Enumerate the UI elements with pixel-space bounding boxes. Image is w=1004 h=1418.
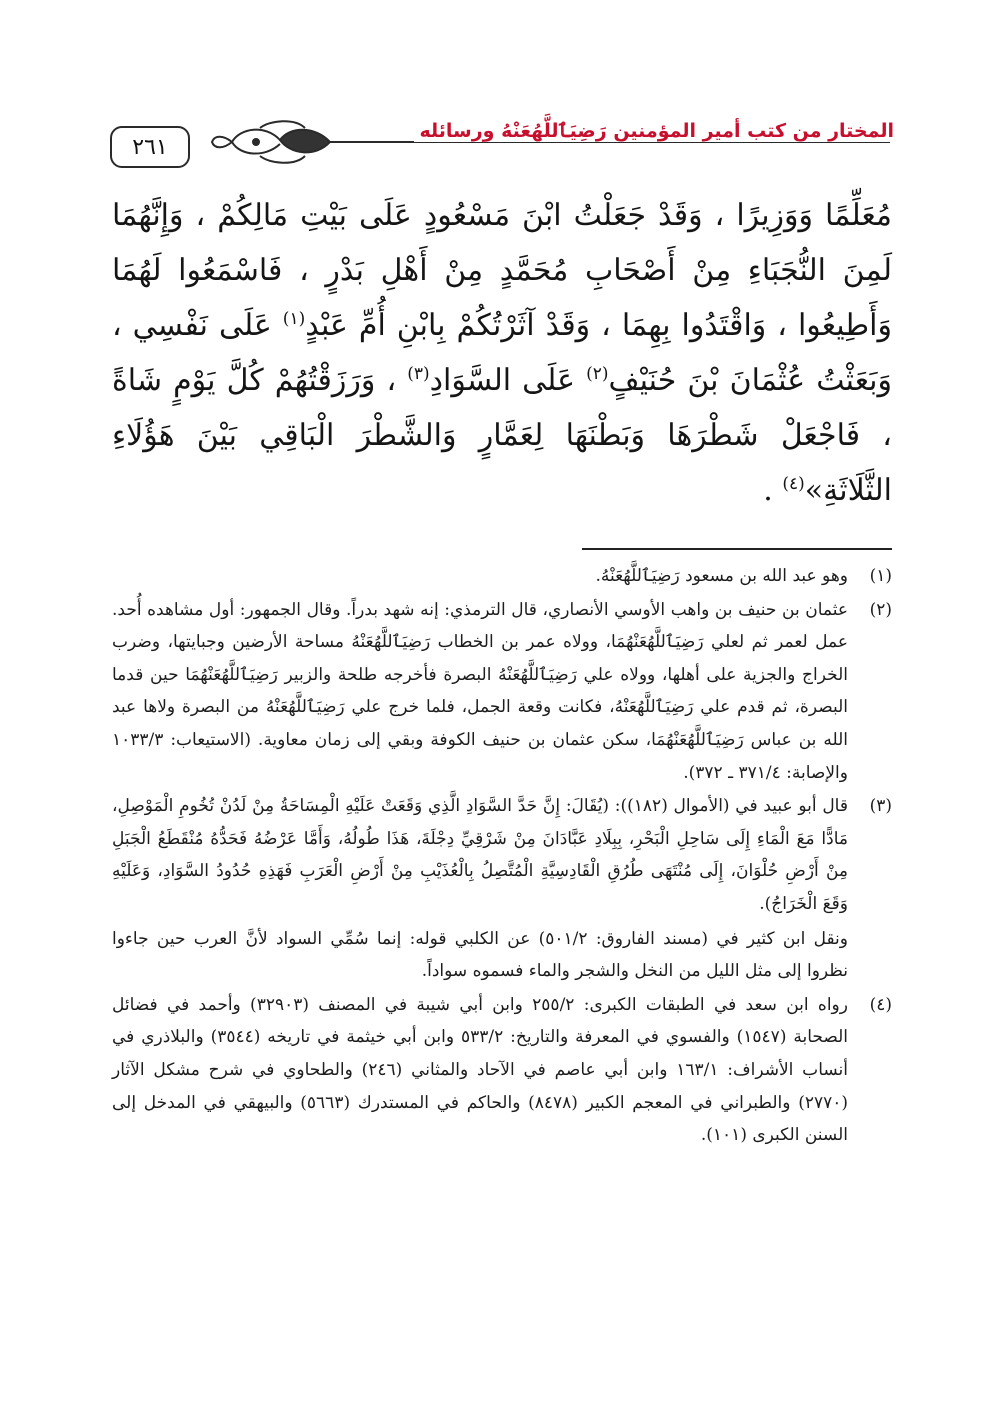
running-title: المختار من كتب أمير المؤمنين رَضِيَٱللَّهُعَنْهُ ورسائله — [414, 120, 901, 142]
footnote-divider — [582, 548, 892, 550]
footnote-3 — [112, 790, 892, 988]
page-number: ٢٦١ — [110, 126, 190, 168]
footnote-number: (١) — [869, 566, 892, 586]
main-text-part3: عَلَى السَّوَادِ — [429, 363, 587, 398]
footnote-ref-2: (٢) — [586, 364, 609, 384]
footnote-1 — [112, 560, 892, 593]
main-text-part5: . — [763, 473, 783, 508]
main-text — [112, 188, 892, 518]
footnote-ref-3: (٣) — [407, 364, 430, 384]
footnote-number: (٤) — [869, 994, 892, 1015]
footnote-4 — [112, 989, 892, 1152]
footnote-number: (٣) — [869, 796, 892, 817]
footnote-2 — [112, 594, 892, 790]
main-text-part4: ، وَرَزَقْتُهُمْ كُلَّ يَوْمٍ شَاةً ، فَاجْعَلْ شَطْرَهَا وَبَطْنَهَا لِعَمَّارٍ وَالشَّطْرَ الْبَاقِي بَيْنَ هَؤُلَاءِ الثَّلَاثَةِ» — [112, 363, 892, 508]
footnote-text: قال أبو عبيد في (الأموال (١٨٢)): (يُقَالَ: إِنَّ حَدَّ السَّوَادِ الَّذِي وَقَعَتْ عَلَيْهِ الْمِسَاحَةُ مِنْ لَدُنْ تُخُومِ الْمَوْصِلِ، مَادًّا مَعَ الْمَاءِ إِلَى سَاحِلِ الْبَحْرِ، بِبِلَادِ عَبَّادَانَ مِنْ شَرْقِيِّ دِجْلَةَ، هَذَا طُولُهُ، وَأَمَّا عَرْضُهُ فَحَدُّهُ مُنْقَطَعُ الْجَبَلِ مِنْ أَرْضِ حُلْوَانَ، إِلَى مُنْتَهَى طُرُقِ الْقَادِسِيَّةِ الْمُتَّصِلُ بِالْعُذَيْبِ مِنْ أَرْضِ الْعَرَبِ فَهَذِهِ حُدُودُ السَّوَادِ، وَعَلَيْهِ وَقَعَ الْخَرَاجُ). — [112, 796, 848, 914]
main-text-part1: مُعَلِّمًا وَوَزِيرًا ، وَقَدْ جَعَلْتُ ابْنَ مَسْعُودٍ عَلَى بَيْتِ مَالِكُمْ ، وَإِنَّهُمَا لَمِنَ النُّجَبَاءِ مِنْ أَصْحَابِ مُحَمَّدٍ مِنْ أَهْلِ بَدْرٍ ، فَاسْمَعُوا لَهُمَا وَأَطِيعُوا ، وَاقْتَدُوا بِهِمَا ، وَقَدْ آثَرْتُكُمْ بِابْنِ أُمِّ عَبْدٍ — [112, 198, 892, 343]
footnote-continuation: ونقل ابن كثير في (مسند الفاروق: ٥٠١/٢) عن الكلبي قوله: إنما سُمِّي السواد لأنَّ العرب حين جاءوا نظروا إلى مثل الليل من النخل والشجر والماء فسموه سواداً. — [112, 928, 848, 982]
main-text-part2: عَلَى نَفْسِي ، وَبَعَثْتُ عُثْمَانَ بْنَ حُنَيْفٍ — [112, 308, 893, 398]
footnote-text: رواه ابن سعد في الطبقات الكبرى: ٢٥٥/٢ وابن أبي شيبة في المصنف (٣٢٩٠٣) وأحمد في فضائل الصحابة (١٥٤٧) والفسوي في المعرفة والتاريخ: ٥٣٣/٢ وابن أبي خيثمة في تاريخه (٣٥٤٤) والبلاذري في أنساب الأشراف: ١٦٣/١ وابن أبي عاصم في الآحاد والمثاني (٢٤٦) والطحاوي في شرح مشكل الآثار (٢٧٧٠) والطبراني في المعجم الكبير (٨٤٧٨) والحاكم في المستدرك (٥٦٦٣) والبيهقي في المدخل إلى السنن الكبرى (١٠١). — [112, 994, 848, 1146]
footnote-text: عثمان بن حنيف بن واهب الأوسي الأنصاري، قال الترمذي: إنه شهد بدراً. وقال الجمهور: أول مشاهده أُحد. عمل لعمر ثم لعلي رَضِيَٱللَّهُعَنْهُمَا، وولاه عمر بن الخطاب رَضِيَٱللَّهُعَنْهُ مساحة الأرضين وجبايتها، وضرب الخراج والجزية على أهلها، وولاه علي رَضِيَٱللَّهُعَنْهُ البصرة فأخرجه طلحة والزبير رَضِيَٱللَّهُعَنْهُمَا حين قدما البصرة، ثم قدم علي رَضِيَٱللَّهُعَنْهُ، فكانت وقعة الجمل، فلما خرج علي رَضِيَٱللَّهُعَنْهُ من البصرة ولاها عبد الله بن عباس رَضِيَٱللَّهُعَنْهُمَا، سكن عثمان بن حنيف الكوفة وبقي إلى زمان معاوية. (الاستيعاب: ١٠٣٣/٣ والإصابة: ٣٧١/٤ ـ ٣٧٢). — [112, 599, 848, 783]
footnote-text: وهو عبد الله بن مسعود رَضِيَٱللَّهُعَنْهُ. — [595, 566, 848, 586]
page-header — [110, 112, 900, 182]
main-paragraph — [112, 188, 892, 518]
footnote-ref-1: (١) — [282, 309, 306, 329]
footnotes — [112, 560, 892, 1153]
footnote-number: (٢) — [869, 599, 892, 620]
footnote-ref-4: (٤) — [782, 474, 805, 494]
